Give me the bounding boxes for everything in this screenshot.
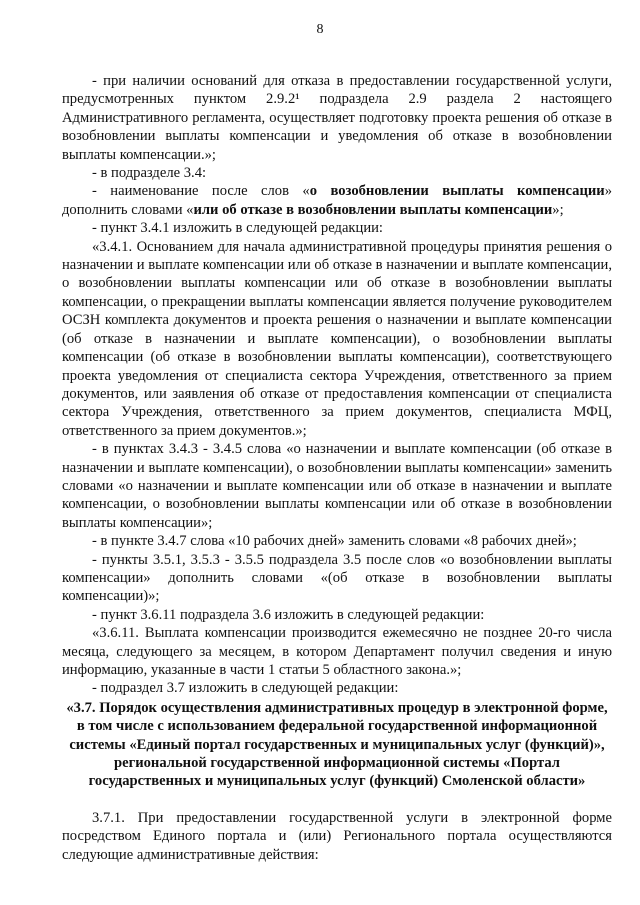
paragraph-title-amendment bbox=[62, 182, 612, 219]
paragraph-subsection-3-4: - в подразделе 3.4: bbox=[92, 165, 207, 182]
bold-phrase: о возобновлении выплаты компенсации bbox=[309, 183, 605, 200]
paragraph-clause-3-6-11-text: «3.6.11. Выплата компенсации производится ежемесячно не позднее 20-го числа месяца, следующего за месяцем, в котором Департамент получил сведения и иную информацию, указанные в части 1 статьи 5 областного закона.»; bbox=[62, 625, 612, 678]
text-fragment: » дополнить словами « bbox=[62, 183, 612, 218]
paragraph-clause-3-4-7: - в пункте 3.4.7 слова «10 рабочих дней» заменить словами «8 рабочих дней»; bbox=[92, 533, 577, 550]
paragraph-clauses-3-4-3-3-4-5: - в пунктах 3.4.3 - 3.4.5 слова «о назначении и выплате компенсации (об отказе в назначении и выплате компенсации), о возобновлении выплаты компенсации» заменить словами «о назначении и выплате компенсации или об отказе в назначении и выплате компенсации, о возобновлении выплаты компенсации или об отказе в возобновлении выплаты компенсации»; bbox=[62, 441, 612, 531]
document-body bbox=[62, 72, 612, 864]
paragraph-clauses-3-5: - пункты 3.5.1, 3.5.3 - 3.5.5 подраздела 3.5 после слов «о возобновлении выплаты компенсации» дополнить словами «(об отказе в возобновлении выплаты компенсации)»; bbox=[62, 551, 612, 605]
section-heading-3-7: «3.7. Порядок осуществления административных процедур в электронной форме, в том числе с использованием федеральной государственной информационной системы «Единый портал государственных и муниципальных услуг (функций)», региональной государственной информационной системы «Портал государственных и муниципальных услуг (функций) Смоленской области» bbox=[66, 699, 608, 790]
text-fragment: - наименование после слов « bbox=[92, 183, 310, 200]
paragraph-refusal-grounds: - при наличии оснований для отказа в предоставлении государственной услуги, предусмотренных пунктом 2.9.2¹ подраздела 2.9 раздела 2 настоящего Административного регламента, осуществляет подготовку проекта решения об отказе в возобновлении выплаты компенсации и уведомления об отказе в возобновлении выплаты компенсации.»; bbox=[62, 73, 612, 163]
bold-phrase: или об отказе в возобновлении выплаты компенсации bbox=[193, 201, 553, 218]
text-fragment: »; bbox=[552, 201, 564, 218]
paragraph-clause-3-4-1-text: «3.4.1. Основанием для начала административной процедуры принятия решения о назначении и выплате компенсации или об отказе в назначении и выплате компенсации, о возобновлении выплаты компенсации или об отказе в возобновлении выплаты компенсации, о прекращении выплаты компенсации является получение руководителем ОСЗН комплекта документов и проекта решения о назначении и выплате компенсации (об отказе в назначении и выплате компенсации), о возобновлении выплаты компенсации (об отказе в возобновлении выплаты компенсации), соответствующего проекта уведомления от специалиста сектора Учреждения, ответственного за прием документов, или заявления об отказе от предоставления компенсации от специалиста сектора Учреждения, ответственного за прием документов, специалиста МФЦ, ответственного за прием документов.»; bbox=[62, 238, 612, 439]
paragraph-clause-3-7-1: 3.7.1. При предоставлении государственной услуги в электронной форме посредством Единого портала и (или) Регионального портала осуществляются следующие административные действия: bbox=[62, 809, 612, 863]
paragraph-clause-3-4-1-intro: - пункт 3.4.1 изложить в следующей редакции: bbox=[92, 220, 383, 237]
page-number: 8 bbox=[316, 22, 324, 37]
paragraph-clause-3-6-11-intro: - пункт 3.6.11 подраздела 3.6 изложить в следующей редакции: bbox=[92, 606, 485, 623]
paragraph-subsection-3-7-intro: - подраздел 3.7 изложить в следующей редакции: bbox=[92, 680, 399, 697]
